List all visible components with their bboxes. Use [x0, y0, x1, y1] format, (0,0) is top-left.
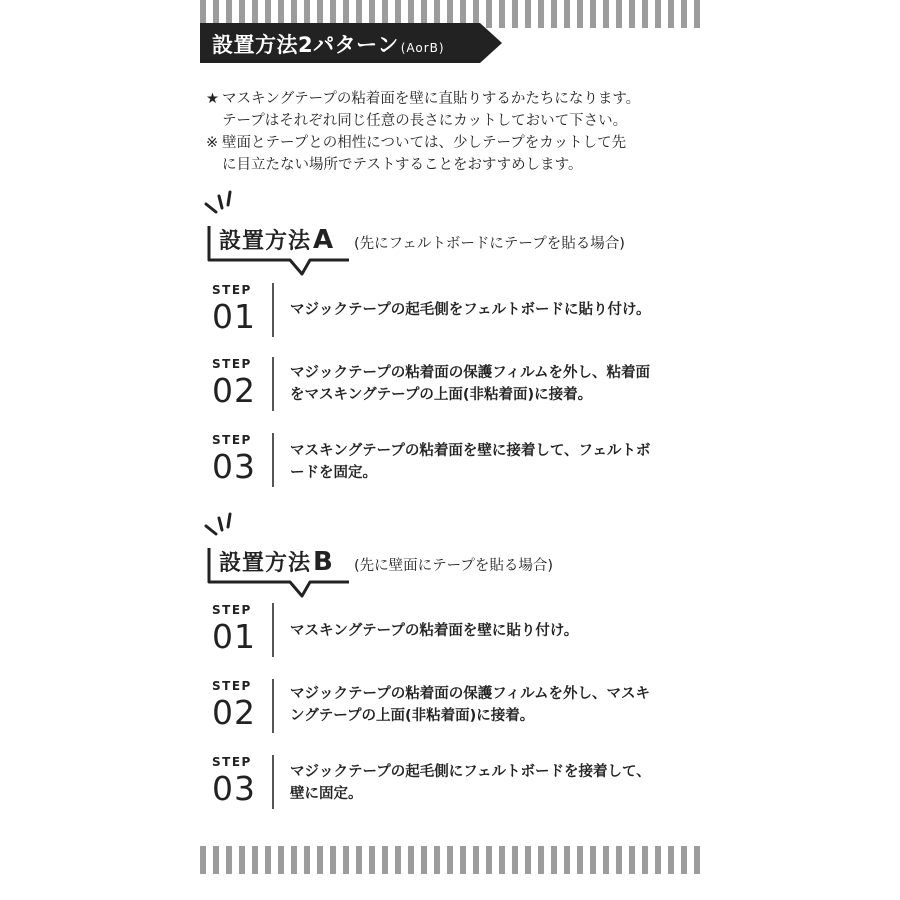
step-divider — [272, 357, 274, 411]
step-text: マジックテープの粘着面の保護フィルムを外し、マスキ ングテープの上面(非粘着面)に接着。 — [290, 686, 651, 724]
step-label: STEP — [212, 755, 252, 769]
step-divider — [272, 755, 274, 809]
reference-mark-icon: ※ — [206, 135, 219, 151]
step-text: マジックテープの粘着面の保護フィルムを外し、粘着面 をマスキングテープの上面(非粘着面)に接着。 — [290, 365, 651, 403]
section-letter: A — [313, 225, 335, 255]
step-text: マスキングテープの粘着面を壁に接着して、フェルトボ ードを固定。 — [290, 443, 651, 481]
emphasis-spark-icon — [200, 512, 240, 542]
step-label: STEP — [212, 433, 252, 447]
step-divider — [272, 679, 274, 733]
step-text: マジックテープの起毛側にフェルトボードを接着して、 壁に固定。 — [290, 764, 651, 802]
step-number: 01 — [212, 617, 256, 656]
step-label: STEP — [212, 357, 252, 371]
step-number: 03 — [212, 447, 256, 486]
section-title — [219, 224, 334, 255]
step-text: マジックテープの起毛側をフェルトボードに貼り付け。 — [290, 302, 651, 318]
step-number: 01 — [212, 297, 256, 336]
step-number: 02 — [212, 693, 256, 732]
step-label: STEP — [212, 679, 252, 693]
emphasis-spark-icon — [200, 190, 240, 220]
note-text: マスキングテープの粘着面を壁に直貼りするかたちになります。 テープはそれぞれ同じ任意の長さにカットしておいて下さい。 — [222, 91, 641, 129]
page-title-main: 設置方法2パターン — [212, 33, 399, 57]
star-icon: ★ — [206, 91, 219, 107]
section-letter: B — [313, 547, 334, 577]
bottom-stripe-border — [200, 846, 700, 874]
section-note: (先に壁面にテープを貼る場合) — [354, 558, 554, 574]
step-number: 03 — [212, 769, 256, 808]
intro-notes — [206, 88, 706, 176]
step-number: 02 — [212, 371, 256, 410]
note-item — [206, 88, 706, 132]
page-title — [212, 29, 445, 59]
note-item — [206, 132, 706, 176]
note-text: 壁面とテープとの相性については、少しテープをカットして先 に目立たない場所でテストすることをおすすめします。 — [222, 135, 627, 173]
header-banner — [200, 23, 502, 63]
page-title-sub: (AorB) — [400, 41, 445, 55]
step-divider — [272, 433, 274, 487]
section-note: (先にフェルトボードにテープを貼る場合) — [354, 236, 625, 252]
section-title-text: 設置方法 — [219, 229, 312, 254]
section-title-text: 設置方法 — [219, 551, 312, 576]
section-title — [219, 546, 334, 577]
step-label: STEP — [212, 603, 252, 617]
step-divider — [272, 603, 274, 657]
step-divider — [272, 283, 274, 337]
step-label: STEP — [212, 283, 252, 297]
step-text: マスキングテープの粘着面を壁に貼り付け。 — [290, 623, 579, 639]
